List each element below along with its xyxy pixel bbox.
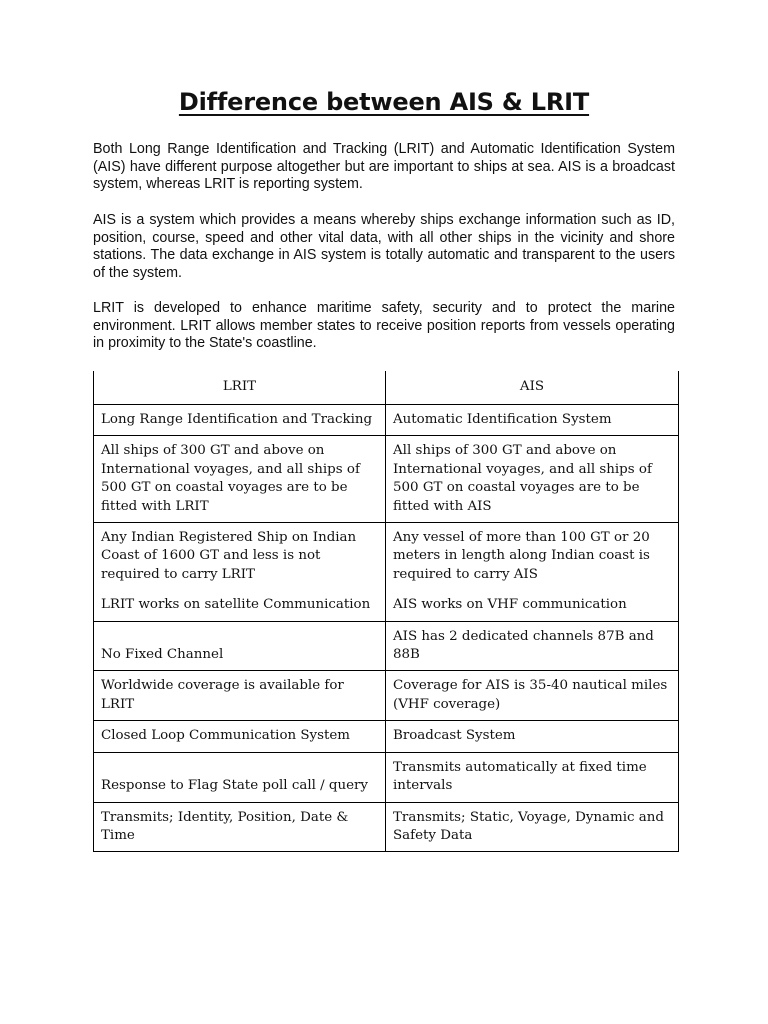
ais-cell: AIS works on VHF communication <box>386 590 679 621</box>
lrit-cell: Long Range Identification and Tracking <box>94 405 386 436</box>
ais-cell: AIS has 2 dedicated channels 87B and 88B <box>386 621 679 671</box>
lrit-cell: Closed Loop Communication System <box>94 721 386 752</box>
ais-cell: Broadcast System <box>386 721 679 752</box>
lrit-cell: No Fixed Channel <box>94 621 386 671</box>
table-row <box>94 436 679 523</box>
header-ais: AIS <box>386 371 679 405</box>
ais-cell: Any vessel of more than 100 GT or 20 meters in length along Indian coast is required to carry AIS <box>386 523 679 591</box>
lrit-cell: Worldwide coverage is available for LRIT <box>94 671 386 721</box>
header-lrit: LRIT <box>94 371 386 405</box>
table-row <box>94 671 679 721</box>
lrit-cell: Any Indian Registered Ship on Indian Coast of 1600 GT and less is not required to carry LRIT <box>94 523 386 591</box>
ais-cell: Automatic Identification System <box>386 405 679 436</box>
lrit-paragraph: LRIT is developed to enhance maritime safety, security and to protect the marine environment. LRIT allows member states to receive position reports from vessels operating in proximity to the State's coastline. <box>93 300 675 352</box>
table-row <box>94 721 679 752</box>
ais-paragraph: AIS is a system which provides a means whereby ships exchange information such as ID, position, course, speed and other vital data, with all other ships in the vicinity and shore stations. The data exchange in AIS system is totally automatic and transparent to the users of the system. <box>93 212 675 281</box>
lrit-cell: All ships of 300 GT and above on International voyages, and all ships of 500 GT on coastal voyages are to be fitted with LRIT <box>94 436 386 523</box>
table-row <box>94 405 679 436</box>
table-row <box>94 621 679 671</box>
ais-cell: All ships of 300 GT and above on International voyages, and all ships of 500 GT on coastal voyages are to be fitted with AIS <box>386 436 679 523</box>
table-row <box>94 523 679 591</box>
page-title: Difference between AIS & LRIT <box>178 88 590 116</box>
ais-cell: Transmits automatically at fixed time intervals <box>386 752 679 802</box>
ais-cell: Coverage for AIS is 35-40 nautical miles (VHF coverage) <box>386 671 679 721</box>
ais-cell: Transmits; Static, Voyage, Dynamic and Safety Data <box>386 802 679 852</box>
lrit-cell: LRIT works on satellite Communication <box>94 590 386 621</box>
lrit-cell: Response to Flag State poll call / query <box>94 752 386 802</box>
table-row <box>94 802 679 852</box>
table-header-row <box>94 371 679 405</box>
lrit-cell: Transmits; Identity, Position, Date & Time <box>94 802 386 852</box>
table-row <box>94 590 679 621</box>
intro-paragraph: Both Long Range Identification and Tracking (LRIT) and Automatic Identification System (AIS) have different purpose altogether but are important to ships at sea. AIS is a broadcast system, whereas LRIT is reporting system. <box>93 141 675 193</box>
comparison-table <box>93 371 679 852</box>
table-row <box>94 752 679 802</box>
